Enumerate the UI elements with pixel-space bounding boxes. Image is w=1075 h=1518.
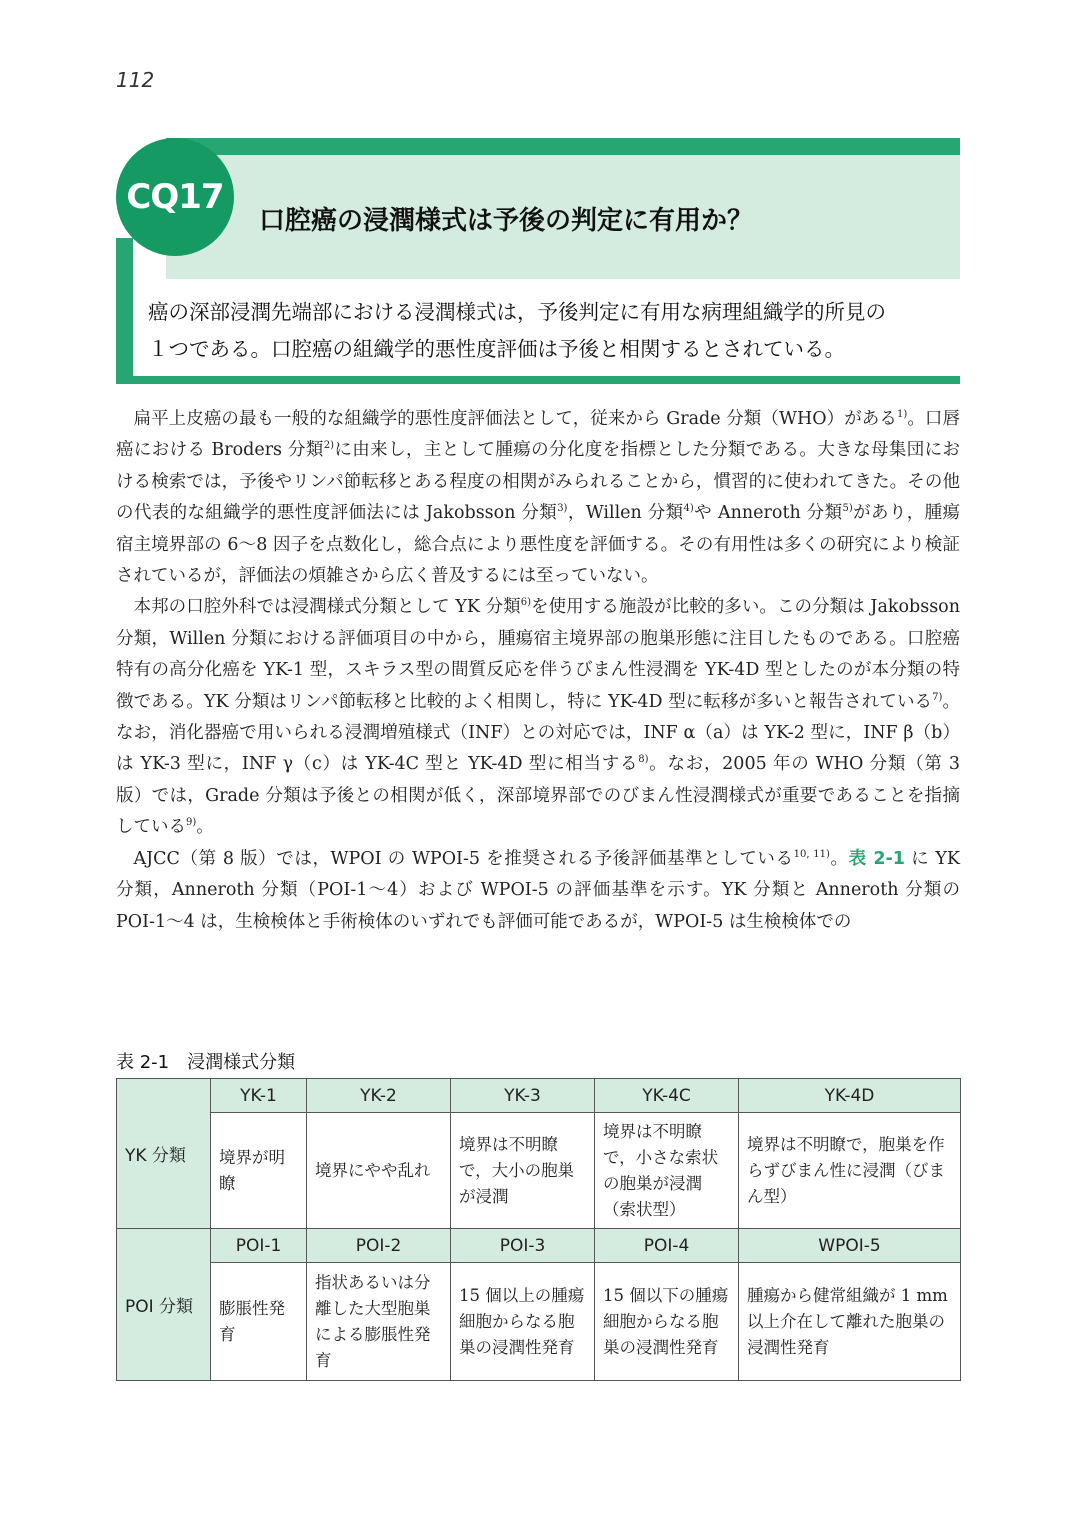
text-run: があり，腫瘍宿主境界部の 6～8 因子を点数化し，総合点により悪性度を評価する。その有用性は多くの研究により検証されているが，評価法の煩雑さから広く普及するには至っていない。 xyxy=(116,503,961,587)
reference-mark: 5) xyxy=(842,503,853,515)
text-run: ，Willen 分類 xyxy=(567,503,684,524)
column-header: WPOI-5 xyxy=(739,1229,961,1263)
table-cell: 境界は不明瞭で，胞巣を作らずびまん性に浸潤（びまん型） xyxy=(739,1113,961,1229)
text-run: 。なお，2005 年の WHO 分類（第 3 版）では，Grade 分類は予後との相関が低く，深部境界部でのびまん性浸潤様式が重要であることを指摘している xyxy=(116,754,960,838)
text-run: 。 xyxy=(829,848,849,869)
reference-mark: 1) xyxy=(896,409,908,421)
text-run: や Anneroth 分類 xyxy=(693,503,843,524)
text-run: に由来し，主として腫瘍の分化度を指標とした分類である。大きな母集団における検索では，予後やリンパ節転移とある程度の相関がみられることから，慣習的に使われてきた。その他の代表的な組織学的悪性度評価法には Jakobsson 分類 xyxy=(116,440,961,524)
table-cell: 指状あるいは分離した大型胞巣による膨脹性発育 xyxy=(307,1263,451,1381)
cq-title: 口腔癌の浸潤様式は予後の判定に有用か？ xyxy=(259,206,754,236)
column-header: YK-1 xyxy=(211,1079,307,1113)
table-cell: 15 個以下の腫瘍細胞からなる胞巣の浸潤性発育 xyxy=(595,1263,739,1381)
paragraph xyxy=(116,844,960,938)
table-header-row xyxy=(117,1229,961,1263)
text-run: 扁平上皮癌の最も一般的な組織学的悪性度評価法として，従来から Grade 分類（WHO）がある xyxy=(133,409,897,429)
column-header: POI-4 xyxy=(595,1229,739,1263)
table-cell: 15 個以上の腫瘍細胞からなる胞巣の浸潤性発育 xyxy=(451,1263,595,1381)
text-run: 。 xyxy=(196,817,214,838)
column-header: YK-4C xyxy=(595,1079,739,1113)
table-header-row xyxy=(117,1079,961,1113)
reference-mark: 8) xyxy=(638,754,649,766)
classification-table xyxy=(116,1078,961,1381)
table-cell: 境界にやや乱れ xyxy=(307,1113,451,1229)
column-header: YK-2 xyxy=(307,1079,451,1113)
reference-mark: 10, 11) xyxy=(793,848,830,860)
reference-mark: 2) xyxy=(323,440,335,452)
cq-left-bar xyxy=(116,238,133,384)
column-header: POI-1 xyxy=(211,1229,307,1263)
table-cell: 腫瘍から健常組織が 1 mm 以上介在して離れた胞巣の浸潤性発育 xyxy=(739,1263,961,1381)
table-row xyxy=(117,1263,961,1381)
body-text xyxy=(116,404,960,938)
paragraph xyxy=(116,592,960,843)
column-header: YK-3 xyxy=(451,1079,595,1113)
text-run: 。なお，消化器癌で用いられる浸潤増殖様式（INF）との対応では，INF α（a）は YK-2 型に，INF β（b）は YK-3 型に，INF γ（c）は YK-4C 型と YK-4D 型に相当する xyxy=(116,691,960,775)
reference-mark: 3) xyxy=(557,503,568,515)
cq-summary xyxy=(148,294,950,368)
cq-top-bar xyxy=(166,138,960,155)
table-cell: 膨脹性発育 xyxy=(211,1263,307,1381)
cq-summary-line: １つである。口腔癌の組織学的悪性度評価は予後と相関するとされている。 xyxy=(148,337,845,361)
column-header: POI-3 xyxy=(451,1229,595,1263)
reference-mark: 9) xyxy=(186,817,197,829)
clinical-question-box xyxy=(116,138,960,384)
text-run: 本邦の口腔外科では浸潤様式分類として YK 分類 xyxy=(133,597,521,618)
cq-badge: CQ17 xyxy=(116,138,234,256)
table-cell: 境界が明瞭 xyxy=(211,1113,307,1229)
reference-mark: 4) xyxy=(683,503,694,515)
table-row xyxy=(117,1113,961,1229)
column-header: YK-4D xyxy=(739,1079,961,1113)
table-cell: 境界は不明瞭で，大小の胞巣が浸潤 xyxy=(451,1113,595,1229)
paragraph xyxy=(116,404,960,592)
page-number: 112 xyxy=(116,68,155,92)
table-cell: 境界は不明瞭で，小さな索状の胞巣が浸潤（索状型） xyxy=(595,1113,739,1229)
table-caption: 表 2-1 浸潤様式分類 xyxy=(116,1052,296,1073)
cq-bottom-bar xyxy=(116,376,960,384)
text-run: を使用する施設が比較的多い。この分類は Jakobsson 分類，Willen 分類における評価項目の中から，腫瘍宿主境界部の胞巣形態に注目したものである。口腔癌特有の高分化癌を YK-1 型，スキラス型の間質反応を伴うびまん性浸潤を YK-4D 型としたのが本分類の特徴である。YK 分類はリンパ節転移と比較的よく相関し，特に YK-4D 型に転移が多いと報告されている xyxy=(116,597,960,712)
row-label-yk: YK 分類 xyxy=(117,1079,211,1229)
cq-summary-line: 癌の深部浸潤先端部における浸潤様式は，予後判定に有用な病理組織学的所見の xyxy=(148,300,886,324)
table-reference-link[interactable]: 表 2-1 xyxy=(848,848,905,869)
reference-mark: 6) xyxy=(520,597,531,609)
reference-mark: 7) xyxy=(932,691,943,703)
text-run: AJCC（第 8 版）では，WPOI の WPOI-5 を推奨される予後評価基準としている xyxy=(133,848,794,869)
text-run: 。口唇癌における Broders 分類 xyxy=(116,409,960,461)
column-header: POI-2 xyxy=(307,1229,451,1263)
text-run: に YK 分類，Anneroth 分類（POI-1～4）および WPOI-5 の評価基準を示す。YK 分類と Anneroth 分類の POI-1～4 は，生検検体と手術検体のいずれでも評価可能であるが，WPOI-5 は生検検体での xyxy=(116,848,960,932)
row-label-poi: POI 分類 xyxy=(117,1229,211,1381)
